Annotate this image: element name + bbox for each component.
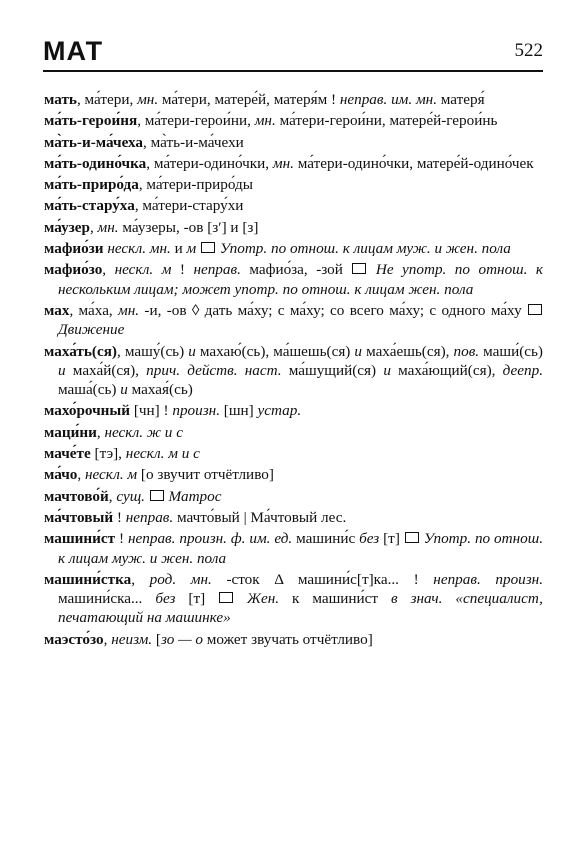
dictionary-entry xyxy=(44,111,543,130)
entry-headword: мафио́зо xyxy=(44,261,103,279)
grammar-note: неправ. xyxy=(193,261,241,279)
entry-text: , xyxy=(102,261,115,279)
entry-text: ! xyxy=(115,530,128,548)
grammar-note: и xyxy=(383,361,391,379)
entry-headword: маэсто́зо xyxy=(44,630,104,648)
entry-headword: маха́ть(ся) xyxy=(44,342,117,360)
header-rule xyxy=(43,70,543,72)
dictionary-entry xyxy=(44,401,543,420)
entry-text: , xyxy=(77,466,85,484)
grammar-note: пов. xyxy=(453,342,480,360)
grammar-note: деепр. xyxy=(502,361,543,379)
entry-text xyxy=(196,240,200,257)
dictionary-entry xyxy=(44,133,543,152)
entry-text: , xyxy=(89,218,98,236)
entry-text: машини́ст xyxy=(299,590,392,608)
entry-text: махаю́(сь), ма́шешь(ся) xyxy=(195,342,355,360)
usage-box-icon xyxy=(150,490,164,501)
entry-text: ! xyxy=(113,508,126,526)
entry-text: -и, -ов ◊ дать ма́ху; с ма́ху; со всего ма́ху; с одного ма́ху xyxy=(139,301,527,319)
grammar-note: Употр. по отнош. к лицам муж. и жен. пола xyxy=(58,530,543,567)
grammar-note: в знач. «специалист, печатающий на машинке» xyxy=(58,590,543,627)
grammar-note: неправ. xyxy=(125,508,174,526)
dictionary-entry xyxy=(44,218,543,237)
entry-text: , ма́тери-приро́ды xyxy=(138,176,253,194)
grammar-note: и xyxy=(188,342,196,360)
grammar-note: нескл. м xyxy=(114,261,172,279)
grammar-note: нескл. мн. xyxy=(107,240,175,258)
entry-text: -сток Δ машини́с[т]ка... ! xyxy=(211,570,434,588)
grammar-note: и xyxy=(58,361,66,379)
entry-headword: ма́ть-приро́да xyxy=(44,176,139,194)
grammar-note: неправ. им. мн. xyxy=(339,91,437,108)
entry-text: , ма́ха, xyxy=(69,301,119,319)
entry-text: к xyxy=(292,590,300,608)
entry-text: маха́ешь(ся), xyxy=(362,342,454,360)
entry-text: маха́й(ся), xyxy=(65,361,147,379)
entry-text: маши́(сь) xyxy=(479,342,543,360)
grammar-note: неизм. xyxy=(111,630,153,648)
entry-text: [т] xyxy=(175,590,219,608)
usage-box-icon xyxy=(528,304,542,315)
entry-text: ма́узеры, -ов [зʹ] и [з] xyxy=(118,218,259,236)
grammar-note: сущ. xyxy=(116,487,145,505)
dictionary-entry xyxy=(44,342,543,400)
entry-text: , машу́(сь) xyxy=(117,342,189,360)
entry-text: [ xyxy=(152,630,161,648)
entry-text: [тэ], xyxy=(90,445,126,463)
grammar-note: м xyxy=(186,240,197,258)
usage-box-icon xyxy=(219,592,233,603)
grammar-note: и xyxy=(120,381,128,399)
grammar-note: неправ. произн. xyxy=(433,570,544,588)
entry-headword: маци́ни xyxy=(44,423,97,441)
entry-text: , ма́тери-герои́ни, xyxy=(137,112,255,130)
dictionary-entry xyxy=(44,444,543,463)
grammar-note: Матрос xyxy=(164,487,222,505)
entry-text: , ма̀ть-и-ма́чехи xyxy=(143,133,244,151)
grammar-note: устар. xyxy=(257,402,302,420)
dictionary-entry xyxy=(44,196,543,215)
entry-text: , xyxy=(131,570,150,588)
dictionary-entry xyxy=(44,508,543,527)
grammar-note: Жен. xyxy=(234,590,292,608)
dictionary-entry xyxy=(44,570,543,628)
dictionary-entry xyxy=(44,630,543,649)
grammar-note: мн. xyxy=(97,218,119,236)
entry-text: матеря́ xyxy=(437,91,485,108)
grammar-note: без xyxy=(155,590,176,608)
entry-text: мачто́вый | Ма́чтовый лес. xyxy=(173,508,347,526)
grammar-note: мн. xyxy=(118,301,140,319)
dictionary-entry xyxy=(44,301,543,340)
grammar-note: нескл. ж и с xyxy=(104,423,183,441)
grammar-note: мн. xyxy=(272,154,294,172)
dictionary-entry xyxy=(44,529,543,568)
entry-headword: ма́ть-стару́ха xyxy=(44,197,135,215)
grammar-note: мн. xyxy=(137,91,159,108)
entry-text: машини́ска... xyxy=(58,590,156,608)
running-head-word: МАТ xyxy=(43,36,104,66)
dictionary-entry xyxy=(44,175,543,194)
entry-text xyxy=(145,488,149,505)
grammar-note: и xyxy=(354,342,363,360)
usage-box-icon xyxy=(352,263,366,274)
entry-headword: мачтово́й xyxy=(44,487,109,505)
dictionary-entry xyxy=(44,260,543,299)
usage-box-icon xyxy=(201,242,215,253)
dictionary-entry xyxy=(44,487,543,506)
entry-text: , ма́тери, xyxy=(76,91,138,108)
entry-headword: ма́чтовый xyxy=(44,508,114,526)
entry-text: [т] xyxy=(379,530,404,548)
entry-text: машини́с xyxy=(292,530,360,548)
dictionary-entry xyxy=(44,423,543,442)
grammar-note: зо — о xyxy=(160,630,203,648)
entry-headword: ма́ть-одино́чка xyxy=(44,154,147,172)
entry-text: [о звучит отчётливо] xyxy=(137,466,274,484)
entry-headword: ма́чо xyxy=(44,466,78,484)
entry-text: ма́тери-герои́ни, матере́й-герои́нь xyxy=(275,112,498,130)
entry-headword: мах xyxy=(44,301,70,319)
grammar-note: неправ. произн. ф. им. ед. xyxy=(128,530,293,548)
entry-headword: машини́стка xyxy=(44,570,132,588)
grammar-note: Движение xyxy=(58,321,125,339)
entry-text: , xyxy=(96,423,105,441)
entry-text: маша́(сь) xyxy=(58,381,121,399)
dictionary-entry xyxy=(44,154,543,173)
entry-text: махая́(сь) xyxy=(127,381,193,399)
entry-text: [шн] xyxy=(220,402,258,420)
entry-headword: маче́те xyxy=(44,445,91,463)
grammar-note: без xyxy=(359,530,380,548)
dictionary-entry xyxy=(44,90,543,109)
grammar-note: нескл. м xyxy=(84,466,138,484)
entry-text: и xyxy=(174,240,187,258)
entry-text: , xyxy=(108,487,117,505)
entry-text: может звучать отчётливо] xyxy=(202,630,373,648)
entry-headword: мафио́зи xyxy=(44,240,104,258)
entry-text: ! xyxy=(171,261,194,279)
entry-headword: ма́ть-герои́ня xyxy=(44,112,138,130)
dictionary-entry xyxy=(44,239,543,258)
grammar-note: нескл. м и с xyxy=(125,445,200,463)
entry-text: , xyxy=(103,630,112,648)
grammar-note: Употр. по отнош. к лицам муж. и жен. пола xyxy=(216,240,511,258)
entry-text: [чн] ! xyxy=(130,402,173,420)
entry-text: , ма́тери-одино́чки, xyxy=(146,154,273,172)
entry-headword: ма̀ть-и-ма́чеха xyxy=(44,133,144,151)
grammar-note: мн. xyxy=(254,112,276,130)
page-number: 522 xyxy=(514,40,543,61)
entry-text: ма́тери-одино́чки, матере́й-одино́чек xyxy=(293,154,534,172)
usage-box-icon xyxy=(405,532,419,543)
dictionary-entries xyxy=(44,90,543,651)
entry-text: , ма́тери-стару́хи xyxy=(134,197,244,215)
grammar-note: произн. xyxy=(172,402,220,420)
grammar-note: Не употр. по отнош. к нескольким лицам; может употр. по отнош. к лицам жен. пола xyxy=(58,261,544,298)
entry-text: ма́тери, матере́й, матеря́м ! xyxy=(158,91,340,108)
entry-text: мафио́за, -зой xyxy=(240,261,352,279)
entry-headword: мать xyxy=(44,91,77,108)
grammar-note: род. мн. xyxy=(149,570,212,588)
entry-headword: машини́ст xyxy=(44,530,116,548)
entry-headword: махо́рочный xyxy=(44,402,131,420)
entry-text: ма́шущий(ся) xyxy=(281,361,384,379)
dictionary-entry xyxy=(44,465,543,484)
page-header xyxy=(43,36,543,70)
entry-headword: ма́узер xyxy=(44,218,90,236)
entry-text: маха́ющий(ся), xyxy=(390,361,503,379)
grammar-note: прич. действ. наст. xyxy=(146,361,282,379)
